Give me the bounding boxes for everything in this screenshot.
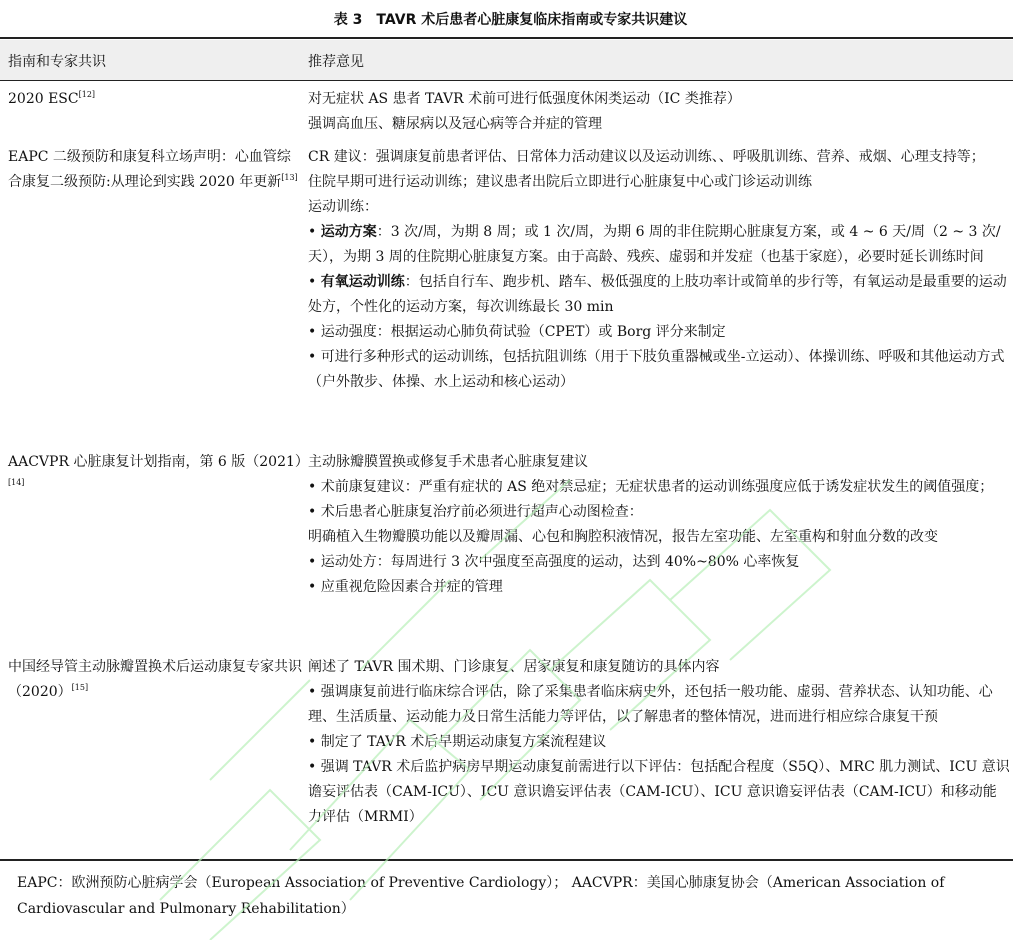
table-row-recommendation — [308, 145, 1010, 395]
table-header — [0, 40, 1013, 80]
bullet-label: 运动方案 — [320, 224, 377, 240]
recommendation-line: • 制定了 TAVR 术后早期运动康复方案流程建议 — [308, 734, 607, 750]
bullet-label: 有氧运动训练 — [320, 274, 405, 290]
bullet-item: • 可进行多种形式的运动训练，包括抗阻训练（用于下肢负重器械或坐-立运动）、体操训练、呼吸和其他运动方式（户外散步、体操、水上运动和核心运动） — [308, 349, 1005, 390]
table-row-recommendation — [308, 87, 1010, 137]
table-title: TAVR 术后患者心脏康复临床指南或专家共识建议 — [376, 12, 688, 28]
reference: [13] — [281, 173, 298, 182]
reference: [15] — [71, 683, 89, 692]
bullet-text: 运动强度：根据运动心肺负荷试验（CPET）或 Borg 评分来制定 — [320, 324, 726, 340]
table-number: 表 3 — [333, 12, 363, 28]
recommendation-line: 住院早期可进行运动训练；建议患者出院后立即进行心脏康复中心或门诊运动训练 — [308, 174, 812, 190]
table-row-recommendation — [308, 655, 1010, 830]
recommendation-line: 明确植入生物瓣膜功能以及瓣周漏、心包和胸腔积液情况，报告左室功能、左室重构和射血分数的改变 — [308, 529, 938, 545]
table-row-guide — [8, 450, 309, 500]
reference: [12] — [78, 90, 96, 99]
recommendation-line: 运动训练： — [308, 199, 378, 215]
recommendation-line: • 应重视危险因素合并症的管理 — [308, 579, 503, 595]
recommendation-line: 对无症状 AS 患者 TAVR 术前可进行低强度休闲类运动（ⅠC 类推荐） — [308, 91, 741, 107]
guide-name: AACVPR 心脏康复计划指南，第 6 版（2021） — [8, 454, 309, 470]
top-rule — [0, 37, 1013, 39]
guide-name: 中国经导管主动脉瓣置换术后运动康复专家共识（2020） — [8, 659, 302, 700]
table-row-guide — [8, 655, 304, 705]
guide-name: 2020 ESC — [8, 91, 79, 107]
recommendation-line: 阐述了 TAVR 围术期、门诊康复、居家康复和康复随访的具体内容 — [308, 659, 720, 675]
table-row-guide — [8, 87, 304, 112]
recommendation-line: • 运动处方：每周进行 3 次中强度至高强度的运动，达到 40%~80% 心率恢复 — [308, 554, 800, 570]
recommendation-line: • 强调 TAVR 术后监护病房早期运动康复前需进行以下评估：包括配合程度（S5Q）、MRC 肌力测试、ICU 意识谵妄评估表（CAM-ICU）、ICU 意识谵妄评估表（CAM-ICU）、ICU 意识谵妄评估表（CAM-ICU）和移动能力评估（MRMI） — [308, 759, 1010, 825]
bullet-item: • 运动方案：3 次/周，为期 8 周；或 1 次/周，为期 6 周的非住院期心脏康复方案，或 4 ~ 6 天/周（2 ~ 3 次/天），为期 3 周的住院期心脏康复方案。由于高龄、残疾、虚弱和并发症（也基于家庭），必要时延长训练时间 — [308, 224, 1001, 265]
recommendation-line: • 强调康复前进行临床综合评估，除了采集患者临床病史外，还包括一般功能、虚弱、营养状态、认知功能、心理、生活质量、运动能力及日常生活能力等评估，以了解患者的整体情况，进而进行相应综合康复干预 — [308, 684, 993, 725]
table-footnote: EAPC：欧洲预防心脏病学会（European Association of Preventive Cardiology）； AACVPR：美国心肺康复协会（American Association of Cardiovascular and Pulmonary Rehabilitation） — [17, 875, 945, 917]
reference: [14] — [8, 478, 25, 487]
table-row-recommendation — [308, 450, 1010, 600]
guide-name: EAPC 二级预防和康复科立场声明：心血管综合康复二级预防:从理论到实践 2020 年更新 — [8, 149, 291, 190]
bullet-text: 可进行多种形式的运动训练，包括抗阻训练（用于下肢负重器械或坐-立运动）、体操训练、呼吸和其他运动方式（户外散步、体操、水上运动和核心运动） — [308, 349, 1005, 390]
bottom-rule — [0, 859, 1013, 861]
header-recommendation: 推荐意见 — [308, 54, 364, 70]
bullet-item: • 有氧运动训练：包括自行车、跑步机、踏车、极低强度的上肢功率计或简单的步行等，有氧运动是最重要的运动处方，个性化的运动方案，每次训练最长 30 min — [308, 274, 1007, 315]
bullet-item: • 运动强度：根据运动心肺负荷试验（CPET）或 Borg 评分来制定 — [308, 324, 726, 340]
recommendation-line: CR 建议：强调康复前患者评估、日常体力活动建议以及运动训练、、呼吸肌训练、营养、戒烟、心理支持等； — [308, 149, 985, 165]
recommendation-line: 强调高血压、糖尿病以及冠心病等合并症的管理 — [308, 116, 602, 132]
bullet-text: ：3 次/周，为期 8 周；或 1 次/周，为期 6 周的非住院期心脏康复方案，或 4 ~ 6 天/周（2 ~ 3 次/天），为期 3 周的住院期心脏康复方案。由于高龄、残疾、虚弱和并发症（也基于家庭），必要时延长训练时间 — [308, 224, 1001, 265]
table-row-guide — [8, 145, 304, 195]
recommendation-line: • 术前康复建议：严重有症状的 AS 绝对禁忌症；无症状患者的运动训练强度应低于诱发症状发生的阈值强度； — [308, 479, 994, 495]
recommendation-line: 主动脉瓣膜置换或修复手术患者心脏康复建议 — [308, 454, 588, 470]
header-guide: 指南和专家共识 — [8, 54, 106, 70]
recommendation-line: • 术后患者心脏康复治疗前必须进行超声心动图检查： — [308, 504, 643, 520]
header-rule — [0, 80, 1013, 81]
bullet-text: ：包括自行车、跑步机、踏车、极低强度的上肢功率计或简单的步行等，有氧运动是最重要的运动处方，个性化的运动方案，每次训练最长 30 min — [308, 274, 1007, 315]
table-caption — [0, 9, 1021, 29]
